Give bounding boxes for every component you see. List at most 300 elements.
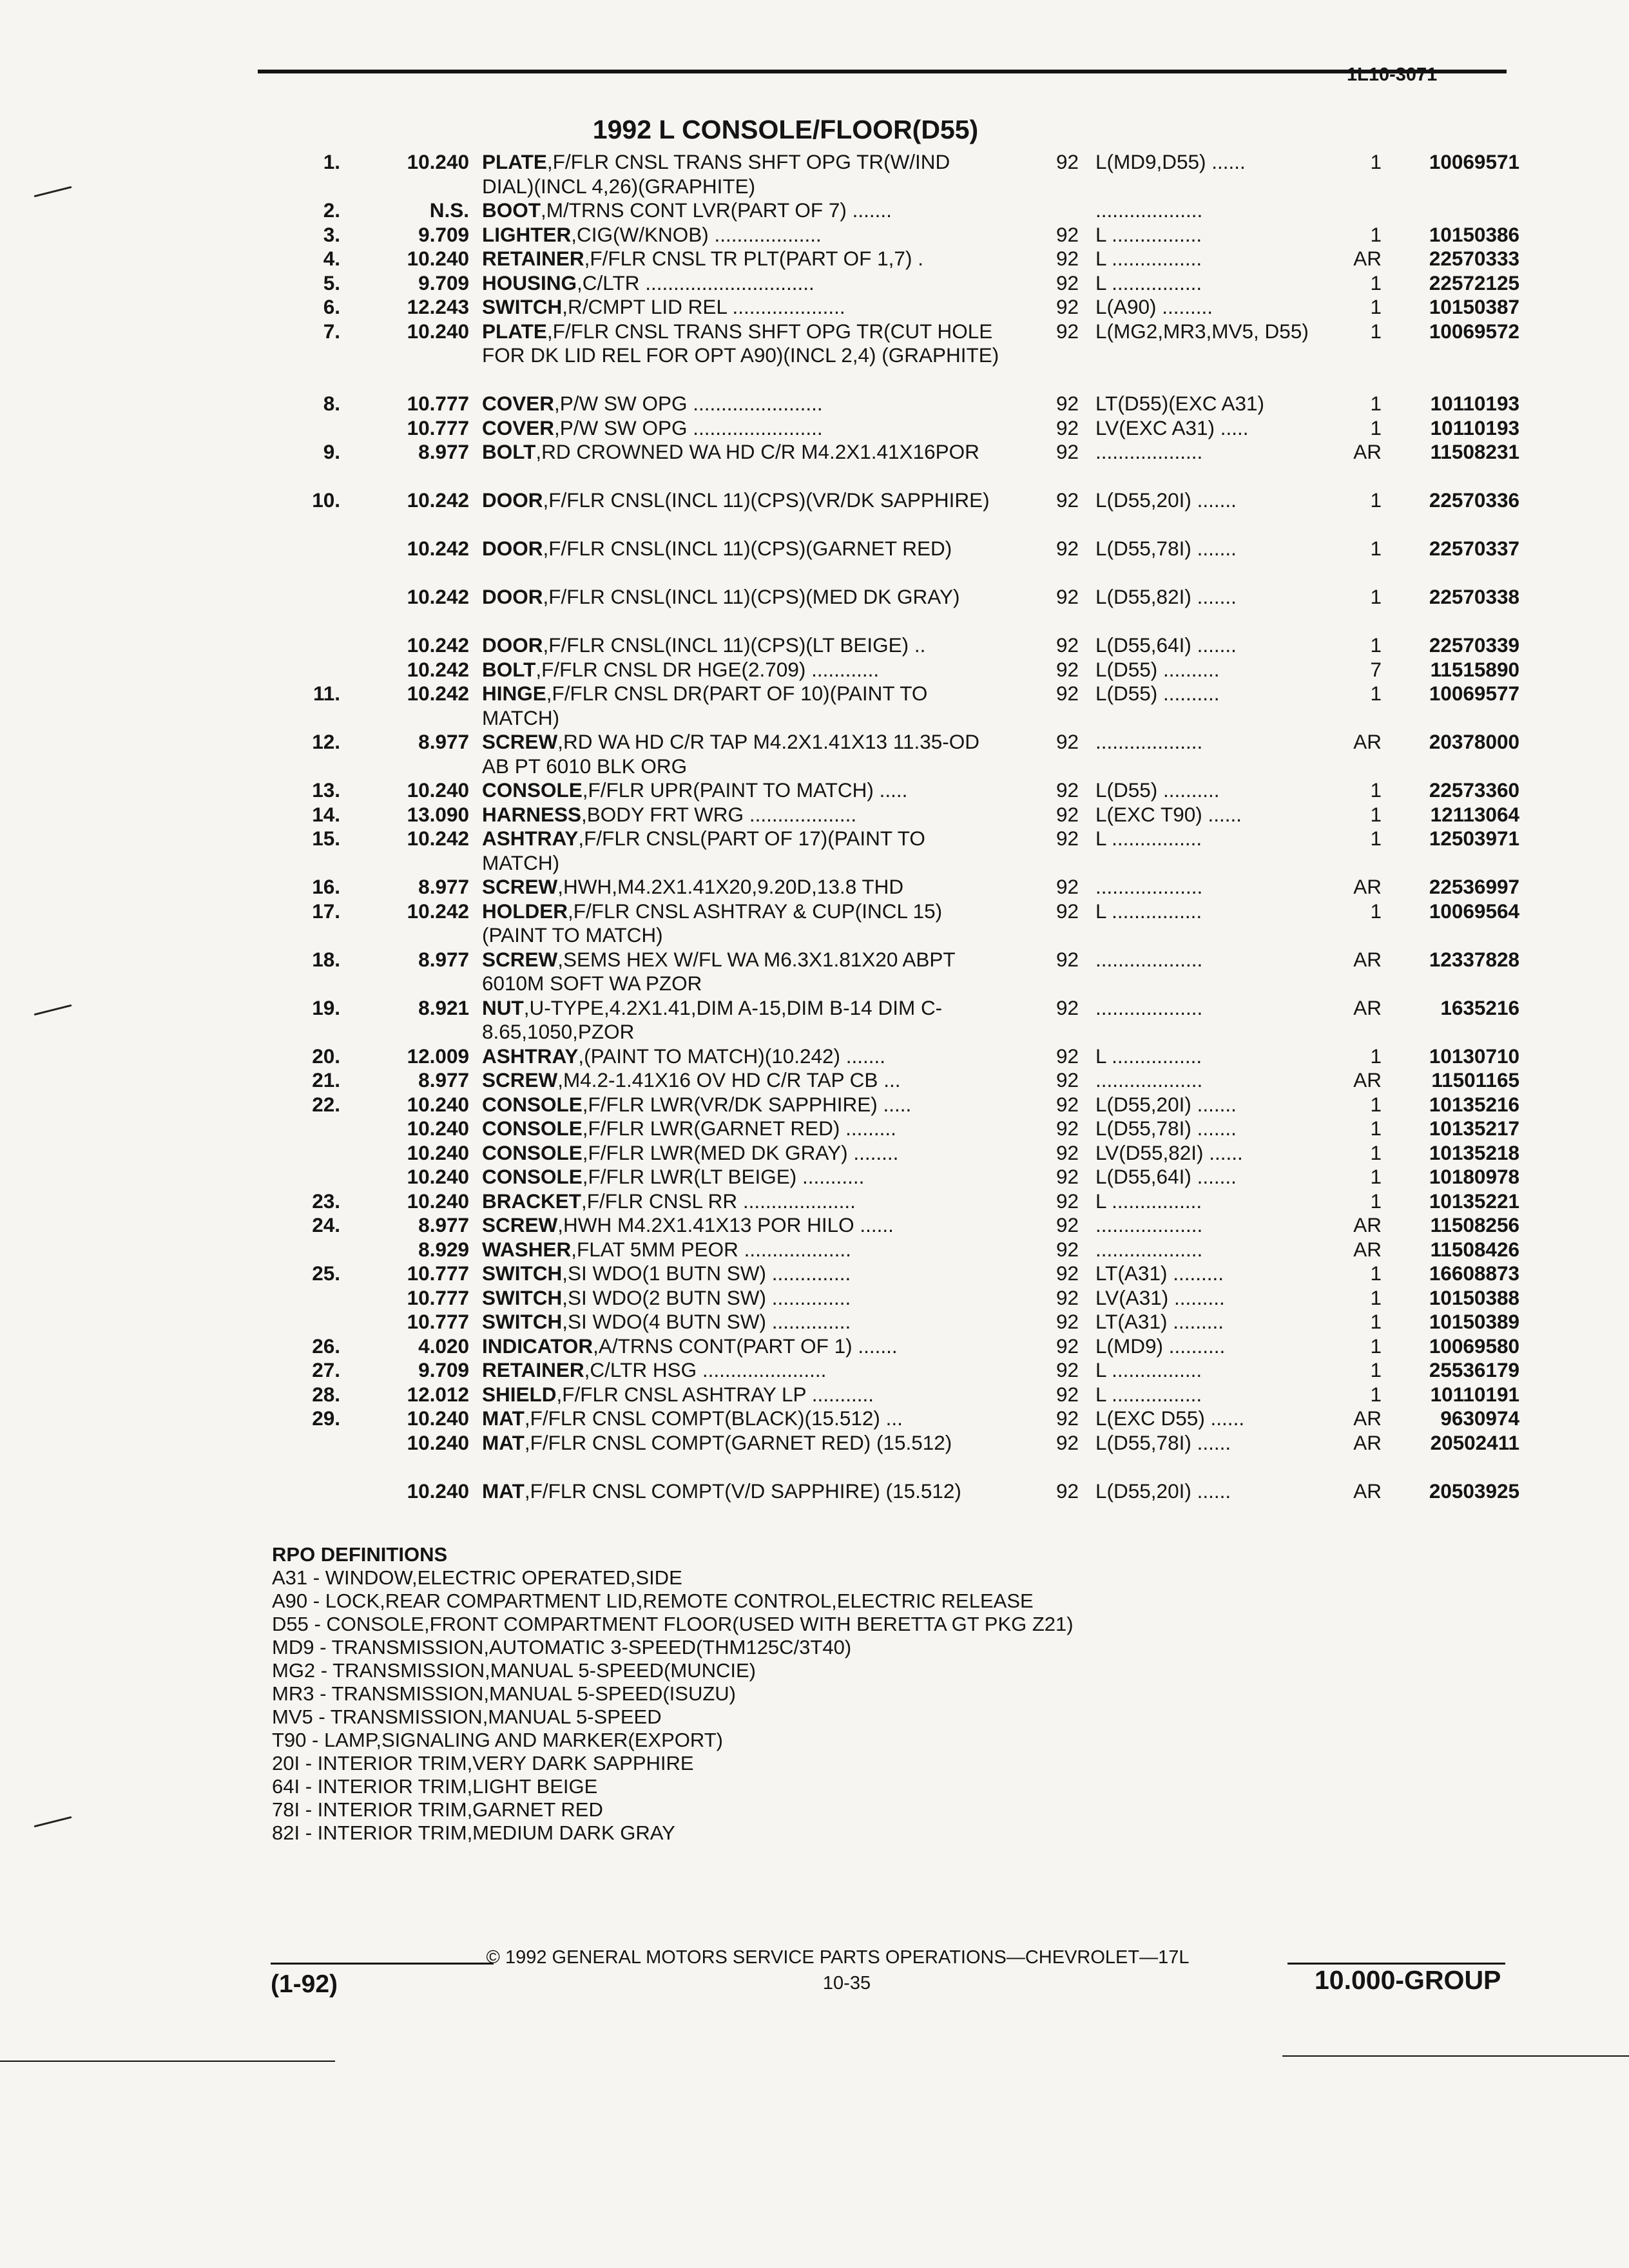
part-number: 11508231	[1430, 440, 1519, 463]
group-number: 10.242	[407, 585, 469, 608]
group-number: 8.977	[418, 875, 469, 898]
part-detail: ,F/FLR CNSL TRANS SHFT OPG TR(CUT HOLE FOR DK LID REL FOR OPT A90)(INCL 2,4) (GRAPHITE)	[482, 319, 999, 367]
group-number: 8.977	[418, 1213, 469, 1236]
item-number: 25.	[312, 1262, 340, 1285]
part-name: CONSOLE	[482, 778, 583, 802]
model-year: 92	[1055, 488, 1079, 512]
part-detail: ,F/FLR CNSL(INCL 11)(CPS)(GARNET RED)	[543, 537, 952, 560]
model-year: 92	[1055, 1358, 1079, 1381]
part-name: LIGHTER	[482, 222, 572, 246]
part-name: PLATE	[482, 150, 547, 173]
quantity: AR	[1353, 247, 1382, 270]
quantity: 1	[1370, 295, 1382, 318]
part-number: 10150386	[1429, 222, 1519, 246]
parts-row	[0, 223, 1629, 247]
application: L(MD9,D55) ......	[1095, 150, 1246, 173]
part-description	[482, 827, 1004, 875]
rpo-definition: MD9 - TRANSMISSION,AUTOMATIC 3-SPEED(THM125C/3T40)	[272, 1636, 852, 1658]
item-number: 15.	[312, 827, 340, 850]
quantity: 1	[1370, 1310, 1382, 1333]
rpo-definition: T90 - LAMP,SIGNALING AND MARKER(EXPORT)	[272, 1729, 723, 1751]
part-name: DOOR	[482, 537, 543, 560]
model-year: 92	[1055, 827, 1079, 850]
part-description	[482, 247, 1004, 271]
application: LT(D55)(EXC A31)	[1095, 392, 1264, 415]
item-number: 24.	[312, 1213, 340, 1236]
parts-row	[0, 1479, 1629, 1528]
part-number: 22570336	[1429, 488, 1519, 512]
group-number: 9.709	[418, 222, 469, 246]
application: L ................	[1095, 1382, 1202, 1406]
parts-list	[0, 150, 1629, 1528]
application: L(D55,78I) .......	[1095, 1117, 1237, 1140]
part-name: MAT	[482, 1430, 525, 1454]
part-detail: ,F/FLR LWR(LT BEIGE) ...........	[582, 1165, 865, 1188]
application: ...................	[1095, 995, 1203, 1019]
quantity: AR	[1353, 1479, 1382, 1503]
group-number: 12.009	[407, 1044, 469, 1068]
group-number: 10.777	[407, 1285, 469, 1309]
part-number: 10110193	[1430, 416, 1519, 439]
part-number: 11508256	[1430, 1213, 1519, 1236]
rpo-definition: 20I - INTERIOR TRIM,VERY DARK SAPPHIRE	[272, 1752, 694, 1774]
application: L(D55,78I) ......	[1095, 1430, 1231, 1454]
part-detail: ,RD WA HD C/R TAP M4.2X1.41X13 11.35-OD AB PT 6010 BLK ORG	[482, 730, 979, 778]
part-name: ASHTRAY	[482, 1044, 579, 1068]
model-year: 92	[1055, 537, 1079, 560]
group-number: 8.977	[418, 440, 469, 463]
part-description	[482, 223, 1004, 247]
part-description	[482, 537, 1004, 561]
part-name: SCREW	[482, 875, 558, 898]
part-detail: ,M/TRNS CONT LVR(PART OF 7) .......	[541, 198, 892, 222]
doc-code: 1L10-3071	[1347, 64, 1438, 85]
part-detail: ,F/FLR CNSL ASHTRAY LP ...........	[556, 1382, 874, 1406]
parts-row	[0, 295, 1629, 320]
item-number: 11.	[313, 682, 340, 705]
item-number: 3.	[323, 222, 340, 246]
application: ...................	[1095, 730, 1203, 753]
part-detail: ,SI WDO(2 BUTN SW) ..............	[562, 1285, 851, 1309]
part-name: BOLT	[482, 657, 536, 681]
rpo-heading: RPO DEFINITIONS	[272, 1543, 448, 1566]
part-name: MAT	[482, 1479, 525, 1503]
application: LT(A31) .........	[1095, 1262, 1224, 1285]
parts-row	[0, 198, 1629, 223]
quantity: 1	[1370, 1044, 1382, 1068]
item-number: 5.	[323, 271, 340, 294]
model-year: 92	[1055, 899, 1079, 923]
model-year: 92	[1055, 657, 1079, 681]
application: L(MG2,MR3,MV5, D55)	[1095, 319, 1309, 343]
part-number: 10110193	[1430, 392, 1519, 415]
part-name: BRACKET	[482, 1189, 581, 1213]
quantity: AR	[1353, 1430, 1382, 1454]
parts-row	[0, 658, 1629, 682]
rpo-definition: A90 - LOCK,REAR COMPARTMENT LID,REMOTE CONTROL,ELECTRIC RELEASE	[272, 1590, 1034, 1612]
quantity: 1	[1370, 778, 1382, 802]
parts-row	[0, 778, 1629, 803]
group-number: 10.240	[407, 319, 469, 343]
part-name: WASHER	[482, 1237, 572, 1261]
parts-row	[0, 1358, 1629, 1383]
item-number: 12.	[312, 730, 340, 753]
application: L(EXC D55) ......	[1095, 1407, 1245, 1430]
quantity: AR	[1353, 947, 1382, 971]
quantity: 1	[1370, 1262, 1382, 1285]
part-detail: ,SI WDO(4 BUTN SW) ..............	[562, 1310, 851, 1333]
part-description	[482, 1262, 1004, 1286]
group-number: 10.240	[407, 1117, 469, 1140]
part-name: SCREW	[482, 1068, 558, 1091]
group-number: 10.242	[407, 488, 469, 512]
model-year: 92	[1055, 295, 1079, 318]
quantity: 1	[1370, 392, 1382, 415]
parts-row	[0, 1431, 1629, 1479]
group-number: 8.921	[418, 995, 469, 1019]
part-name: RETAINER	[482, 247, 584, 270]
quantity: 1	[1370, 827, 1382, 850]
part-number: 22570339	[1429, 633, 1519, 657]
quantity: 1	[1370, 150, 1382, 173]
part-detail: ,HWH M4.2X1.41X13 POR HILO ......	[557, 1213, 894, 1236]
group-number: 8.929	[418, 1237, 469, 1261]
part-name: INDICATOR	[482, 1334, 593, 1358]
part-detail: ,F/FLR CNSL TRANS SHFT OPG TR(W/IND DIAL)(INCL 4,26)(GRAPHITE)	[482, 150, 950, 198]
part-number: 22536997	[1429, 875, 1519, 898]
part-description	[482, 198, 1004, 223]
item-number: 10.	[312, 488, 340, 512]
application: L(D55,82I) .......	[1095, 585, 1237, 608]
model-year: 92	[1055, 392, 1079, 415]
model-year: 92	[1055, 150, 1079, 173]
part-description	[482, 996, 1004, 1044]
quantity: 1	[1370, 222, 1382, 246]
quantity: 7	[1370, 657, 1382, 681]
part-name: DOOR	[482, 585, 543, 608]
part-detail: ,FLAT 5MM PEOR ...................	[571, 1237, 851, 1261]
part-number: 10069564	[1429, 899, 1519, 923]
application: L ................	[1095, 1044, 1202, 1068]
parts-row	[0, 488, 1629, 537]
part-detail: ,F/FLR CNSL COMPT(GARNET RED) (15.512)	[524, 1430, 952, 1454]
quantity: 1	[1370, 416, 1382, 439]
part-number: 10069577	[1429, 682, 1519, 705]
application: ...................	[1095, 198, 1203, 222]
quantity: 1	[1370, 1285, 1382, 1309]
part-name: DOOR	[482, 633, 543, 657]
application: L ................	[1095, 1189, 1202, 1213]
group-number: 10.240	[407, 778, 469, 802]
application: L(D55,20I) .......	[1095, 488, 1237, 512]
parts-row	[0, 633, 1629, 658]
parts-row	[0, 271, 1629, 296]
part-detail: ,F/FLR LWR(GARNET RED) .........	[582, 1117, 896, 1140]
model-year: 92	[1055, 682, 1079, 705]
part-detail: ,SEMS HEX W/FL WA M6.3X1.81X20 ABPT 6010M SOFT WA PZOR	[482, 947, 956, 995]
item-number: 17.	[312, 899, 340, 923]
item-number: 7.	[323, 319, 340, 343]
part-name: HOUSING	[482, 271, 577, 294]
part-detail: ,P/W SW OPG .......................	[554, 416, 823, 439]
rpo-definition: A31 - WINDOW,ELECTRIC OPERATED,SIDE	[272, 1566, 682, 1589]
part-name: RETAINER	[482, 1358, 584, 1381]
part-number: 10150388	[1429, 1285, 1519, 1309]
part-detail: ,F/FLR CNSL ASHTRAY & CUP(INCL 15)(PAINT TO MATCH)	[482, 899, 943, 947]
parts-row	[0, 1213, 1629, 1238]
part-detail: ,F/FLR CNSL RR ....................	[581, 1189, 856, 1213]
parts-row	[0, 875, 1629, 899]
part-number: 12113064	[1430, 802, 1519, 826]
part-description	[482, 633, 1004, 658]
part-number: 10180978	[1429, 1165, 1519, 1188]
application: ...................	[1095, 875, 1203, 898]
application: ...................	[1095, 1213, 1203, 1236]
model-year: 92	[1055, 247, 1079, 270]
part-description	[482, 778, 1004, 803]
part-name: SCREW	[482, 1213, 558, 1236]
part-description	[482, 1479, 1004, 1504]
item-number: 8.	[323, 392, 340, 415]
parts-row	[0, 827, 1629, 875]
group-number: 9.709	[418, 1358, 469, 1381]
part-description	[482, 1093, 1004, 1117]
part-detail: ,F/FLR LWR(VR/DK SAPPHIRE) .....	[582, 1092, 912, 1116]
part-number: 10135217	[1429, 1117, 1519, 1140]
parts-row	[0, 682, 1629, 730]
part-description	[482, 875, 1004, 899]
part-detail: ,F/FLR CNSL(PART OF 17)(PAINT TO MATCH)	[482, 827, 925, 874]
part-number: 20378000	[1429, 730, 1519, 753]
group-number: 10.240	[407, 1430, 469, 1454]
part-name: SWITCH	[482, 1285, 563, 1309]
part-description	[482, 899, 1004, 948]
item-number: 18.	[312, 947, 340, 971]
item-number: 2.	[323, 198, 340, 222]
part-name: BOLT	[482, 440, 536, 463]
part-description	[482, 1383, 1004, 1407]
part-name: MAT	[482, 1407, 525, 1430]
item-number: 4.	[323, 247, 340, 270]
part-name: HARNESS	[482, 802, 582, 826]
rpo-definition: MV5 - TRANSMISSION,MANUAL 5-SPEED	[272, 1706, 662, 1728]
part-description	[482, 585, 1004, 610]
parts-row	[0, 1310, 1629, 1334]
rpo-definition: MG2 - TRANSMISSION,MANUAL 5-SPEED(MUNCIE)	[272, 1659, 756, 1682]
quantity: 1	[1370, 271, 1382, 294]
part-name: DOOR	[482, 488, 543, 512]
application: ...................	[1095, 947, 1203, 971]
parts-row	[0, 996, 1629, 1044]
model-year: 92	[1055, 271, 1079, 294]
part-description	[482, 440, 1004, 465]
rpo-list	[272, 1566, 1074, 1845]
part-name: PLATE	[482, 319, 547, 343]
part-name: CONSOLE	[482, 1092, 583, 1116]
model-year: 92	[1055, 319, 1079, 343]
part-description	[482, 1310, 1004, 1334]
item-number: 23.	[312, 1189, 340, 1213]
parts-row	[0, 1141, 1629, 1166]
model-year: 92	[1055, 1262, 1079, 1285]
application: L ................	[1095, 1358, 1202, 1381]
parts-row	[0, 416, 1629, 441]
parts-row	[0, 1117, 1629, 1141]
application: L(D55,64I) .......	[1095, 633, 1237, 657]
group-number: 10.777	[407, 416, 469, 439]
item-number: 20.	[312, 1044, 340, 1068]
group-number: 10.242	[407, 537, 469, 560]
quantity: 1	[1370, 899, 1382, 923]
model-year: 92	[1055, 1092, 1079, 1116]
application: L(D55,20I) ......	[1095, 1479, 1231, 1503]
part-description	[482, 682, 1004, 730]
part-description	[482, 271, 1004, 296]
part-description	[482, 1044, 1004, 1069]
application: L ................	[1095, 271, 1202, 294]
part-description	[482, 488, 1004, 513]
model-year: 92	[1055, 947, 1079, 971]
part-number: 25536179	[1429, 1358, 1519, 1381]
application: L(A90) .........	[1095, 295, 1213, 318]
part-description	[482, 392, 1004, 416]
parts-row	[0, 730, 1629, 778]
part-description	[482, 1407, 1004, 1431]
rpo-definition: MR3 - TRANSMISSION,MANUAL 5-SPEED(ISUZU)	[272, 1682, 736, 1705]
application: L(D55) ..........	[1095, 778, 1220, 802]
part-description	[482, 1238, 1004, 1262]
part-name: SHIELD	[482, 1382, 557, 1406]
part-description	[482, 1189, 1004, 1214]
group-number: 10.240	[407, 1407, 469, 1430]
bottom-rule-right	[1282, 2055, 1629, 2057]
part-description	[482, 1165, 1004, 1189]
part-name: CONSOLE	[482, 1117, 583, 1140]
part-name: HINGE	[482, 682, 546, 705]
quantity: 1	[1370, 319, 1382, 343]
part-number: 12503971	[1429, 827, 1519, 850]
part-name: ASHTRAY	[482, 827, 579, 850]
part-description	[482, 1286, 1004, 1311]
part-description	[482, 416, 1004, 441]
part-detail: ,(PAINT TO MATCH)(10.242) .......	[578, 1044, 886, 1068]
quantity: AR	[1353, 440, 1382, 463]
parts-row	[0, 899, 1629, 948]
model-year: 92	[1055, 1407, 1079, 1430]
part-number: 20503925	[1429, 1479, 1519, 1503]
part-number: 11515890	[1430, 657, 1519, 681]
model-year: 92	[1055, 1382, 1079, 1406]
model-year: 92	[1055, 633, 1079, 657]
model-year: 92	[1055, 802, 1079, 826]
part-name: CONSOLE	[482, 1165, 583, 1188]
application: L(D55) ..........	[1095, 682, 1220, 705]
page-title-text: 1992 L CONSOLE/FLOOR(D55)	[592, 115, 979, 144]
part-detail: ,M4.2-1.41X16 OV HD C/R TAP CB ...	[557, 1068, 901, 1091]
part-number: 1635216	[1440, 995, 1519, 1019]
part-description	[482, 730, 1004, 778]
parts-row	[0, 1165, 1629, 1189]
part-name: SCREW	[482, 947, 558, 971]
model-year: 92	[1055, 416, 1079, 439]
application: L ................	[1095, 827, 1202, 850]
part-number: 10110191	[1430, 1382, 1519, 1406]
quantity: 1	[1370, 488, 1382, 512]
quantity: 1	[1370, 585, 1382, 608]
part-description	[482, 1358, 1004, 1383]
rpo-definition: 82I - INTERIOR TRIM,MEDIUM DARK GRAY	[272, 1821, 675, 1844]
group-number: 10.240	[407, 247, 469, 270]
parts-row	[0, 1262, 1629, 1286]
item-number: 27.	[312, 1358, 340, 1381]
parts-row	[0, 247, 1629, 271]
parts-row	[0, 1238, 1629, 1262]
application: L(EXC T90) ......	[1095, 802, 1242, 826]
quantity: 1	[1370, 1189, 1382, 1213]
part-detail: ,P/W SW OPG .......................	[554, 392, 823, 415]
application: L(D55,64I) .......	[1095, 1165, 1237, 1188]
application: LV(A31) .........	[1095, 1285, 1225, 1309]
application: L(D55,78I) .......	[1095, 537, 1237, 560]
part-name: SWITCH	[482, 295, 563, 318]
part-number: 22570333	[1429, 247, 1519, 270]
footer-group: 10.000-GROUP	[1315, 1965, 1501, 1995]
part-name: BOOT	[482, 198, 541, 222]
rpo-definition: D55 - CONSOLE,FRONT COMPARTMENT FLOOR(USED WITH BERETTA GT PKG Z21)	[272, 1613, 1074, 1635]
part-detail: ,SI WDO(1 BUTN SW) ..............	[562, 1262, 851, 1285]
part-number: 22572125	[1429, 271, 1519, 294]
part-detail: ,C/LTR ..............................	[577, 271, 815, 294]
quantity: AR	[1353, 1407, 1382, 1430]
part-name: SWITCH	[482, 1310, 563, 1333]
part-name: COVER	[482, 416, 555, 439]
parts-row	[0, 1407, 1629, 1431]
group-number: 10.242	[407, 899, 469, 923]
application: L ................	[1095, 247, 1202, 270]
part-number: 10135221	[1429, 1189, 1519, 1213]
part-description	[482, 1141, 1004, 1166]
page-number: 10-35	[822, 1973, 871, 1994]
quantity: 1	[1370, 682, 1382, 705]
part-description	[482, 1213, 1004, 1238]
group-number: 10.777	[407, 392, 469, 415]
item-number: 22.	[312, 1092, 340, 1116]
group-number: 10.777	[407, 1310, 469, 1333]
quantity: 1	[1370, 1334, 1382, 1358]
part-detail: ,F/FLR CNSL(INCL 11)(CPS)(MED DK GRAY)	[543, 585, 960, 608]
model-year: 92	[1055, 1117, 1079, 1140]
rpo-definition: 78I - INTERIOR TRIM,GARNET RED	[272, 1798, 603, 1821]
group-number: 10.240	[407, 1189, 469, 1213]
part-description	[482, 803, 1004, 827]
part-number: 11508426	[1430, 1237, 1519, 1261]
part-detail: ,R/CMPT LID REL ....................	[562, 295, 845, 318]
quantity: AR	[1353, 1213, 1382, 1236]
application: ...................	[1095, 440, 1203, 463]
part-description	[482, 295, 1004, 320]
quantity: AR	[1353, 1237, 1382, 1261]
parts-row	[0, 1093, 1629, 1117]
header-rule	[258, 70, 1507, 73]
part-name: SWITCH	[482, 1262, 563, 1285]
part-number: 10150387	[1429, 295, 1519, 318]
quantity: 1	[1370, 802, 1382, 826]
part-description	[482, 150, 1004, 198]
group-number: 10.240	[407, 1140, 469, 1164]
group-number: 8.977	[418, 947, 469, 971]
part-number: 10130710	[1429, 1044, 1519, 1068]
group-number: 8.977	[418, 730, 469, 753]
